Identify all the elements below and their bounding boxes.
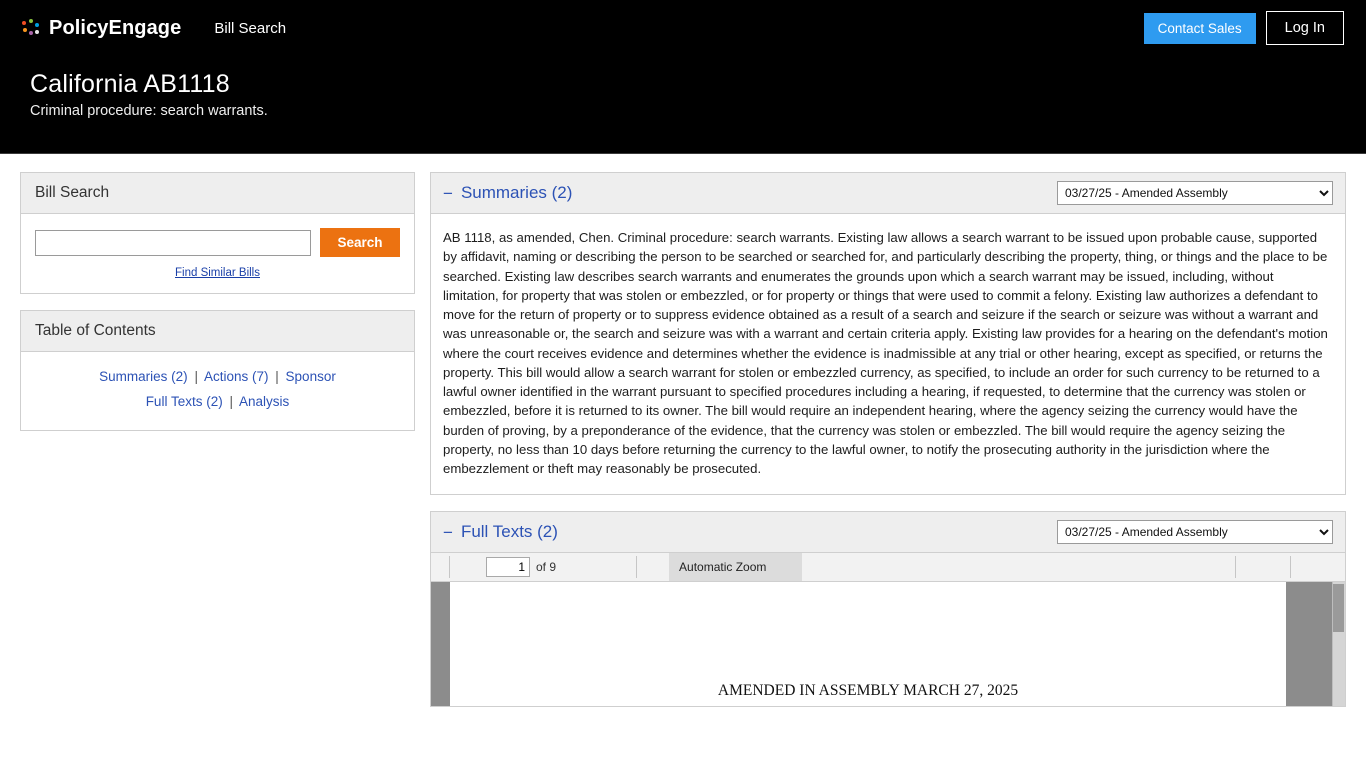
nav-item-bill-search[interactable]: Bill Search bbox=[214, 19, 287, 37]
pdf-zoom-label: Automatic Zoom bbox=[679, 560, 767, 575]
page-body bbox=[0, 154, 1366, 723]
pdf-page-total: of 9 bbox=[536, 560, 557, 575]
toc-separator: | bbox=[275, 369, 279, 384]
pdf-page-number-input[interactable] bbox=[486, 557, 530, 577]
find-similar-bills-link[interactable]: Find Similar Bills bbox=[175, 267, 260, 279]
full-texts-section bbox=[430, 511, 1346, 707]
bill-search-panel-body bbox=[21, 214, 414, 293]
search-row bbox=[35, 228, 400, 257]
toc-item-sponsor[interactable]: Sponsor bbox=[285, 369, 336, 384]
pdf-page-number-group bbox=[478, 553, 564, 581]
pdf-zoom-select[interactable] bbox=[669, 553, 802, 581]
pdf-page-nav-buttons[interactable] bbox=[564, 553, 636, 581]
log-in-button[interactable]: Log In bbox=[1266, 11, 1344, 45]
bill-subtitle: Criminal procedure: search warrants. bbox=[30, 103, 268, 119]
table-of-contents-title: Table of Contents bbox=[21, 311, 414, 352]
collapse-icon[interactable]: − bbox=[443, 183, 453, 203]
brand-logo[interactable] bbox=[22, 17, 181, 40]
toc-item-summaries[interactable]: Summaries (2) bbox=[99, 369, 188, 384]
page-title: California AB1118 bbox=[30, 70, 230, 98]
brand-name: PolicyEngage bbox=[49, 16, 182, 39]
summaries-section-title: Summaries (2) bbox=[460, 183, 573, 202]
bill-search-panel bbox=[20, 172, 415, 294]
summary-text: AB 1118, as amended, Chen. Criminal procedure: search warrants. Existing law allows a search warrant to be issued upon probable cause, supported by affidavit, naming or describing the person to be searched or searched for, and particularly describing the property, thing, or things and the place to be searched. Existing law describes search warrants and enumerates the grounds upon which a search warrant may be issued, including, without limitation, for property that was stolen or embezzled, or for property or things that were used to commit a felony. Existing law authorizes a defendant to move for the return of property or to suppress evidence obtained as a result of a search and seizure if the search or seizure was without a warrant and was unreasonable or, the search and seizure was with a warrant and certain criteria apply. Existing law provides for a hearing on the defendant's motion where the court receives evidence and determines whether the evidence is inadmissible at any trial or other hearing, except as specified, or returns the property. This bill would allow a search warrant for stolen or embezzled currency, as specified, to include an order for such currency to be returned to a lawful owner identified in the warrant pursuant to specified procedures including a hearing, if requested, to determine that the currency was stolen or embezzled, before it is returned to its owner. The bill would require an independent hearing, where the agency seizing the currency would have the burden of proving, by a preponderance of the evidence, that the currency was stolen or embezzled. The bill would require the agency seizing the property, no less than 10 days before returning the currency to the lawful owner, to notify the prosecuting authority in the jurisdiction where the embezzlement or theft may reasonably be prosecuted. bbox=[443, 230, 1328, 477]
pdf-zoom-out-icon[interactable] bbox=[637, 553, 669, 581]
summaries-section-header bbox=[431, 173, 1345, 214]
pdf-more-tools-icon[interactable] bbox=[1291, 553, 1345, 581]
contact-sales-button[interactable]: Contact Sales bbox=[1144, 13, 1256, 44]
pdf-find-icon[interactable] bbox=[450, 553, 478, 581]
toc-separator: | bbox=[194, 369, 198, 384]
bill-header bbox=[0, 56, 1366, 154]
search-button[interactable]: Search bbox=[320, 228, 399, 257]
bill-search-panel-title: Bill Search bbox=[21, 173, 414, 214]
summaries-section bbox=[430, 172, 1346, 495]
full-texts-section-title: Full Texts (2) bbox=[460, 522, 558, 542]
summaries-version-select[interactable] bbox=[1057, 181, 1333, 205]
pdf-document-first-line: AMENDED IN ASSEMBLY MARCH 27, 2025 bbox=[717, 682, 1019, 700]
full-texts-section-header bbox=[431, 512, 1345, 553]
pdf-viewport[interactable] bbox=[431, 582, 1345, 706]
pdf-scrollbar-thumb[interactable] bbox=[1333, 584, 1344, 632]
pdf-sidebar-toggle[interactable] bbox=[431, 553, 449, 581]
pdf-print-icon[interactable] bbox=[1236, 553, 1290, 581]
nav-actions bbox=[1144, 11, 1344, 45]
table-of-contents-body bbox=[21, 352, 414, 430]
pdf-page bbox=[450, 582, 1286, 706]
main-content bbox=[430, 172, 1346, 723]
toc-item-analysis[interactable]: Analysis bbox=[239, 393, 290, 409]
collapse-icon[interactable]: − bbox=[443, 522, 453, 542]
multicolor-dots-logo-icon bbox=[22, 19, 40, 37]
toc-item-full-texts[interactable]: Full Texts (2) bbox=[145, 393, 223, 409]
pdf-toolbar bbox=[431, 553, 1345, 582]
toc-item-actions[interactable]: Actions (7) bbox=[203, 369, 269, 384]
top-navbar bbox=[0, 0, 1366, 56]
full-texts-version-select[interactable] bbox=[1057, 520, 1333, 544]
toolbar-spacer bbox=[802, 553, 1235, 581]
search-input[interactable] bbox=[35, 230, 311, 256]
sidebar bbox=[20, 172, 415, 447]
toc-separator: | bbox=[229, 393, 233, 409]
pdf-vertical-scrollbar[interactable] bbox=[1332, 582, 1345, 706]
table-of-contents-panel bbox=[20, 310, 415, 431]
